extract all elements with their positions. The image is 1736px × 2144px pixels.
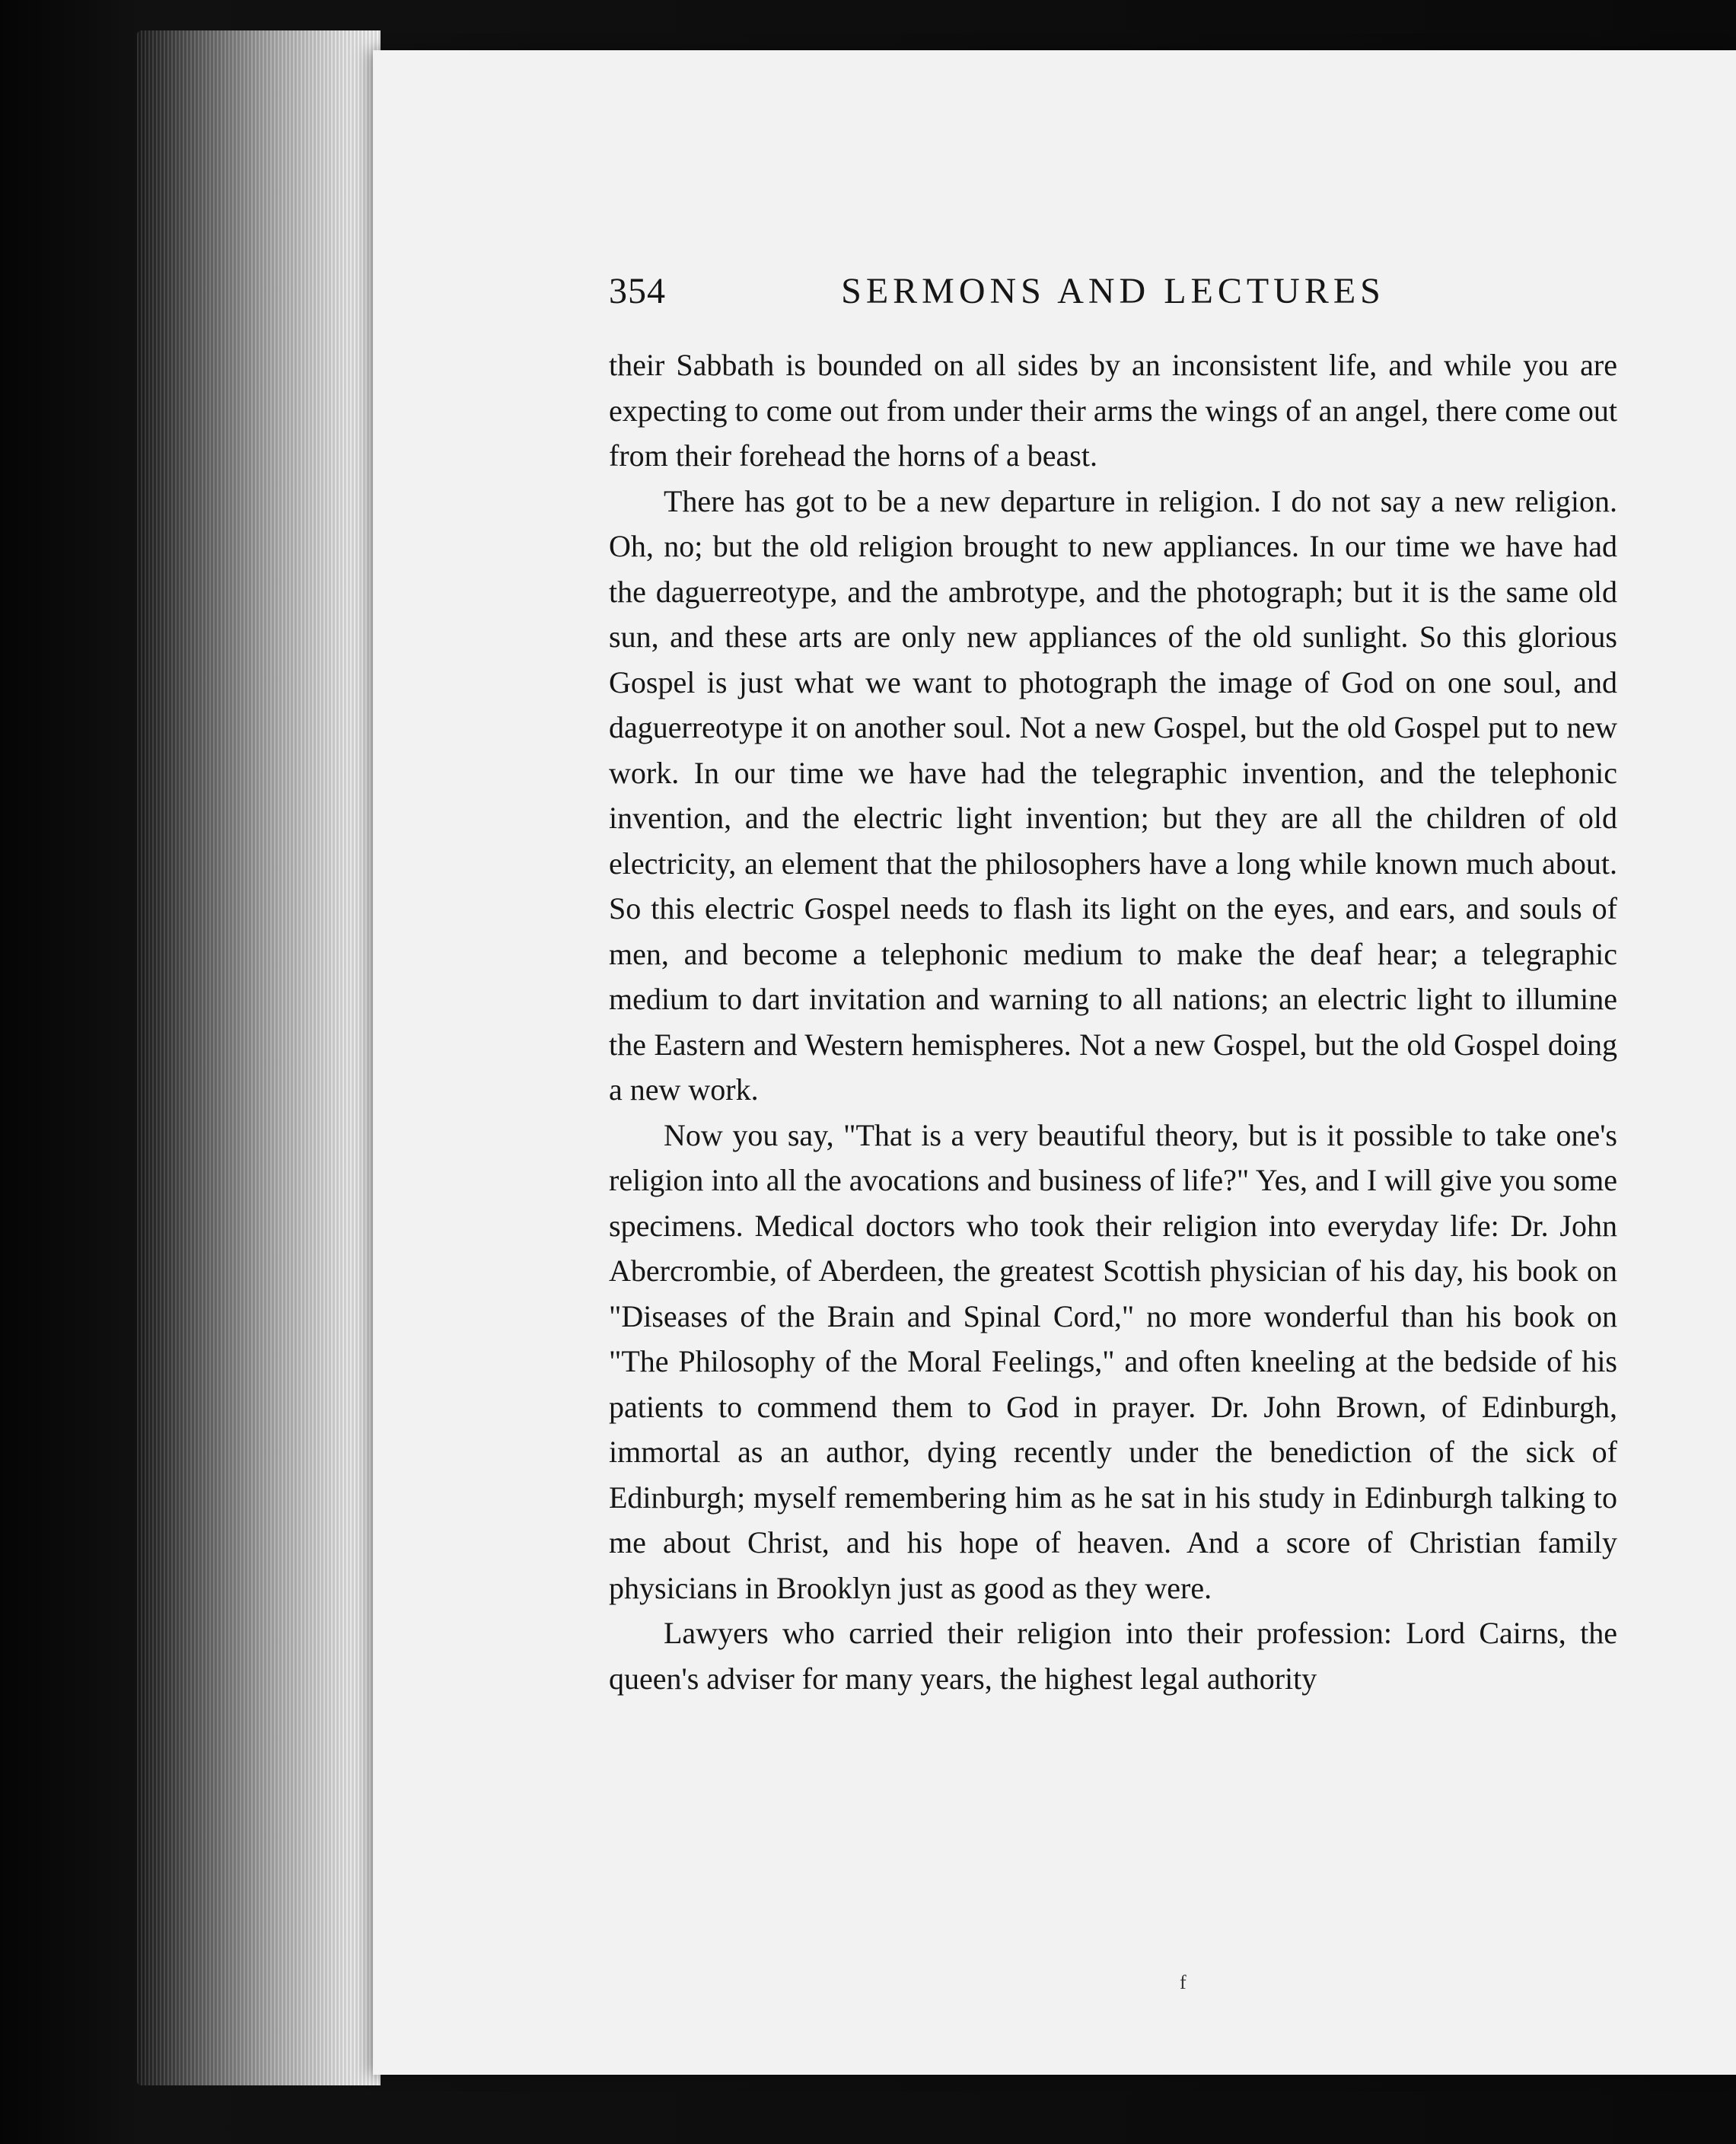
body-text [609, 342, 1617, 1701]
page-header [609, 270, 1617, 323]
book-page-edges [137, 30, 381, 2085]
running-title: SERMONS AND LECTURES [841, 271, 1385, 311]
paragraph-specimens: Now you say, "That is a very beautiful theory, but is it possible to take one's religion into all the avocations and business of life?" Yes, and I will give you some specimens. Medical doctors who took their religion into everyday life: Dr. John Abercrombie, of Aberdeen, the greatest Scottish physician of his day, his book on "Diseases of the Brain and Spinal Cord," no more wonderful than his book on "The Philosophy of the Moral Feelings," and often kneeling at the bedside of his patients to commend them to God in prayer. Dr. John Brown, of Edinburgh, immortal as an author, dying recently under the benediction of the sick of Edinburgh; myself remembering him as he sat in his study in Edinburgh talking to me about Christ, and his hope of heaven. And a score of Christian family physicians in Brooklyn just as good as they were. [609, 1117, 1617, 1605]
page-number: 354 [609, 271, 666, 311]
paragraph-lawyers: Lawyers who carried their religion into their profession: Lord Cairns, the queen's adviser for many years, the highest legal authority [609, 1616, 1617, 1696]
paragraph-new-departure: There has got to be a new departure in religion. I do not say a new religion. Oh, no; but the old religion brought to new appliances. In our time we have had the daguerreotype, and the ambrotype, and the photograph; but it is the same old sun, and these arts are only new appliances of the old sunlight. So this glorious Gospel is just what we want to photograph the image of God on one soul, and daguerreotype it on another soul. Not a new Gospel, but the old Gospel put to new work. In our time we have had the telegraphic invention, and the telephonic invention, and the electric light invention; but they are all the children of old electricity, an element that the philosophers have a long while known much about. So this electric Gospel needs to flash its light on the eyes, and ears, and souls of men, and become a telephonic medium to make the deaf hear; a telegraphic medium to dart invitation and warning to all nations; an electric light to illumine the Eastern and Western hemispheres. Not a new Gospel, but the old Gospel doing a new work. [609, 483, 1617, 1107]
paragraph-continuation: their Sabbath is bounded on all sides by an inconsistent life, and while you are expecting to come out from under their arms the wings of an angel, there come out from their forehead the horns of a beast. [609, 348, 1617, 473]
footer-mark: f [1180, 1971, 1187, 1993]
